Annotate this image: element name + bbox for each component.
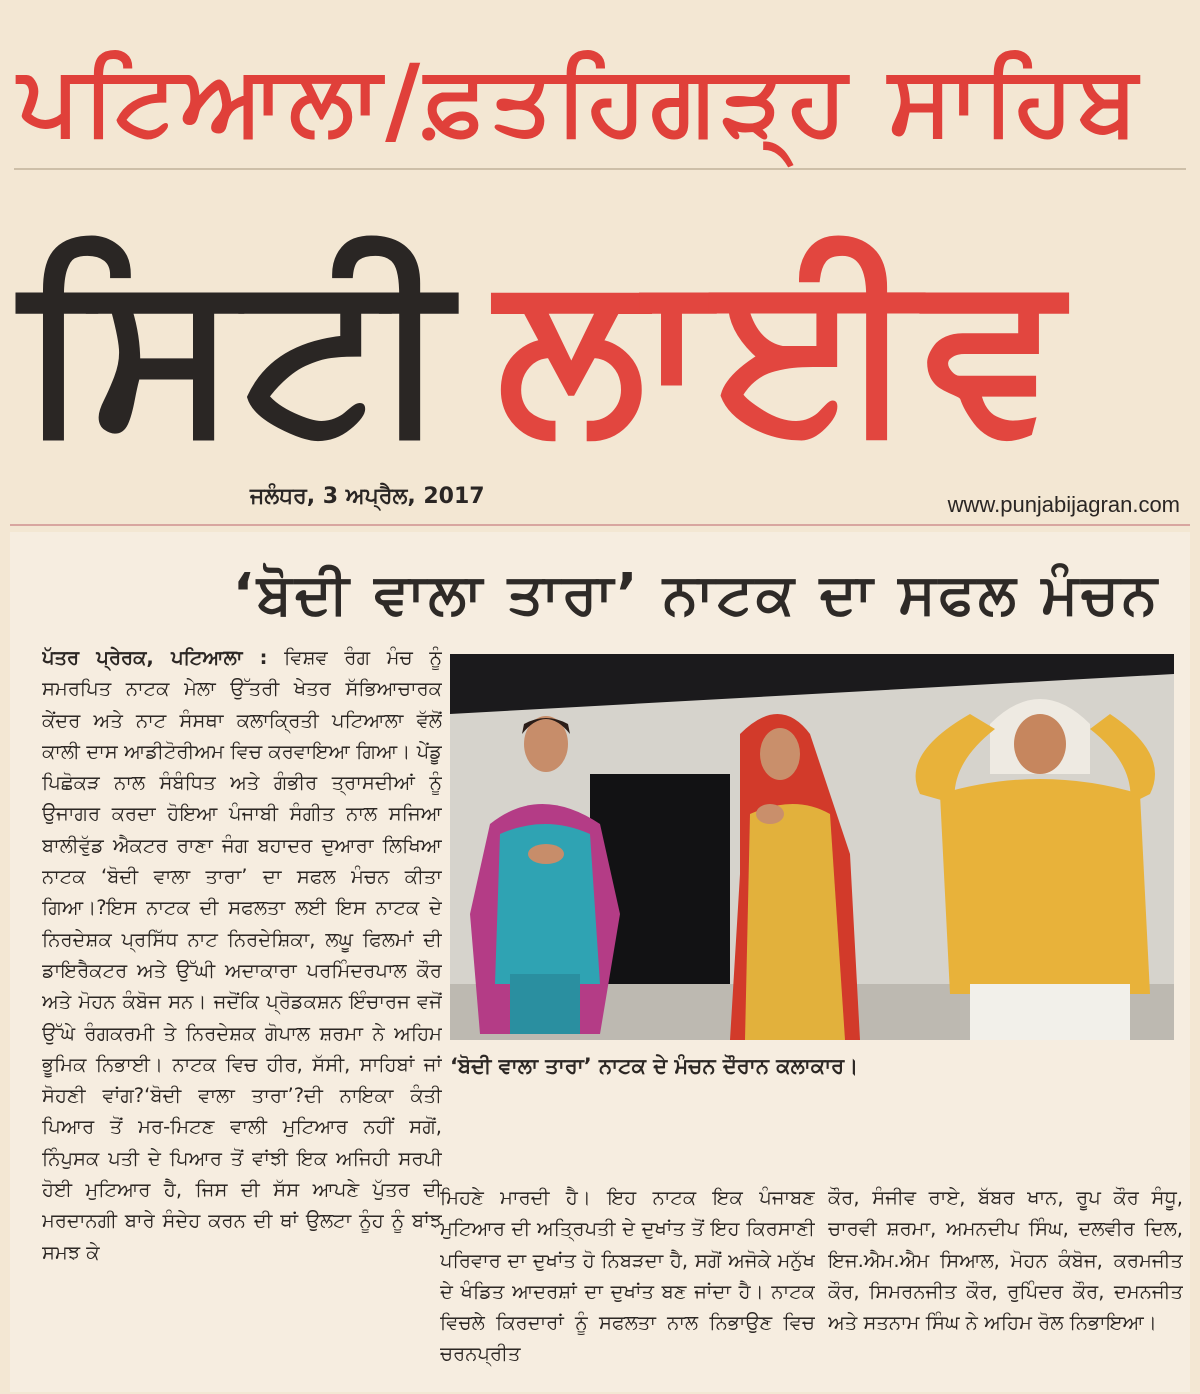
article bbox=[10, 532, 1190, 1392]
column-1-text: ਵਿਸ਼ਵ ਰੰਗ ਮੰਚ ਨੂੰ ਸਮਰਪਿਤ ਨਾਟਕ ਮੇਲਾ ਉੱਤਰੀ ਖੇਤਰ ਸੱਭਿਆਚਾਰਕ ਕੇਂਦਰ ਅਤੇ ਨਾਟ ਸੰਸਥਾ ਕਲਾਕ੍ਰਿਤੀ ਪਟਿਆਲਾ ਵੱਲੋਂ ਕਾਲੀ ਦਾਸ ਆਡੀਟੋਰੀਅਮ ਵਿਚ ਕਰਵਾਇਆ ਗਿਆ। ਪੇਂਡੂ ਪਿਛੋਕੜ ਨਾਲ ਸੰਬੰਧਿਤ ਅਤੇ ਗੰਭੀਰ ਤ੍ਰਾਸਦੀਆਂ ਨੂੰ ਉਜਾਗਰ ਕਰਦਾ ਹੋਇਆ ਪੰਜਾਬੀ ਸੰਗੀਤ ਨਾਲ ਸਜਿਆ ਬਾਲੀਵੁੱਡ ਐਕਟਰ ਰਾਣਾ ਜੰਗ ਬਹਾਦਰ ਦੁਆਰਾ ਲਿਖਿਆ ਨਾਟਕ ‘ਬੋਦੀ ਵਾਲਾ ਤਾਰਾ’ ਦਾ ਸਫਲ ਮੰਚਨ ਕੀਤਾ ਗਿਆ।?ਇਸ ਨਾਟਕ ਦੀ ਸਫਲਤਾ ਲਈ ਇਸ ਨਾਟਕ ਦੇ ਨਿਰਦੇਸ਼ਕ ਪ੍ਰਸਿੱਧ ਨਾਟ ਨਿਰਦੇਸ਼ਿਕਾ, ਲਘੂ ਫਿਲਮਾਂ ਦੀ ਡਾਇਰੈਕਟਰ ਅਤੇ ਉੱਘੀ ਅਦਾਕਾਰਾ ਪਰਮਿੰਦਰਪਾਲ ਕੌਰ ਅਤੇ ਮੋਹਨ ਕੰਬੋਜ ਸਨ। ਜਦੋਂਕਿ ਪ੍ਰੋਡਕਸ਼ਨ ਇੰਚਾਰਜ ਵਜੋਂ ਉੱਘੇ ਰੰਗਕਰਮੀ ਤੇ ਨਿਰਦੇਸ਼ਕ ਗੋਪਾਲ ਸ਼ਰਮਾ ਨੇ ਅਹਿਮ ਭੂਮਿਕ ਨਿਭਾਈ। ਨਾਟਕ ਵਿਚ ਹੀਰ, ਸੱਸੀ, ਸਾਹਿਬਾਂ ਜਾਂ ਸੋਹਣੀ ਵਾਂਗ?‘ਬੋਦੀ ਵਾਲਾ ਤਾਰਾ’?ਦੀ ਨਾਇਕਾ ਕੰਤੀ ਪਿਆਰ ਤੋਂ ਮਰ-ਮਿਟਣ ਵਾਲੀ ਮੁਟਿਆਰ ਨਹੀਂ ਸਗੋਂ, ਨਿੰਪੁਸਕ ਪਤੀ ਦੇ ਪਿਆਰ ਤੋਂ ਵਾਂਝੀ ਇਕ ਅਜਿਹੀ ਸਰਪੀ ਹੋਈ ਮੁਟਿਆਰ ਹੈ, ਜਿਸ ਦੀ ਸੱਸ ਆਪਣੇ ਪੁੱਤਰ ਦੀ ਮਰਦਾਨਗੀ ਬਾਰੇ ਸੰਦੇਹ ਕਰਨ ਦੀ ਥਾਂ ਉਲਟਾ ਨੂੰਹ ਨੂੰ ਬਾਂਝ ਸਮਝ ਕੇ bbox=[42, 646, 442, 1264]
article-headline: ‘ਬੋਦੀ ਵਾਲਾ ਤਾਰਾ’ ਨਾਟਕ ਦਾ ਸਫਲ ਮੰਚਨ bbox=[232, 562, 1160, 627]
city-live-masthead bbox=[20, 222, 1190, 478]
section-title: ਪਟਿਆਲਾ/ਫ਼ਤਹਿਗੜ੍ਹ ਸਾਹਿਬ bbox=[18, 44, 1142, 156]
photo-caption: ‘ਬੋਦੀ ਵਾਲਾ ਤਾਰਾ’ ਨਾਟਕ ਦੇ ਮੰਚਨ ਦੌਰਾਨ ਕਲਾਕਾਰ। bbox=[450, 1054, 859, 1078]
article-column-3: ਕੌਰ, ਸੰਜੀਵ ਰਾਏ, ਬੱਬਰ ਖਾਨ, ਰੂਪ ਕੌਰ ਸੰਧੂ, ਚਾਰਵੀ ਸ਼ਰਮਾ, ਅਮਨਦੀਪ ਸਿੰਘ, ਦਲਵੀਰ ਦਿਲ, ਇਜ.ਐਮ.ਐਮ ਸਿਆਲ, ਮੋਹਨ ਕੰਬੋਜ, ਕਰਮਜੀਤ ਕੌਰ, ਸਿਮਰਨਜੀਤ ਕੌਰ, ਰੁਪਿੰਦਰ ਕੌਰ, ਦਮਨਜੀਤ ਅਤੇ ਸਤਨਾਮ ਸਿੰਘ ਨੇ ਅਹਿਮ ਰੋਲ ਨਿਭਾਇਆ। bbox=[828, 1186, 1183, 1335]
website-url: www.punjabijagran.com bbox=[947, 492, 1180, 517]
article-column-2: ਮਿਹਣੇ ਮਾਰਦੀ ਹੈ। ਇਹ ਨਾਟਕ ਇਕ ਪੰਜਾਬਣ ਮੁਟਿਆਰ ਦੀ ਅਤ੍ਰਿਪਤੀ ਦੇ ਦੁਖਾਂਤ ਤੋਂ ਇਹ ਕਿਰਸਾਣੀ ਪਰਿਵਾਰ ਦਾ ਦੁਖਾਂਤ ਹੋ ਨਿਬੜਦਾ ਹੈ, ਸਗੋਂ ਅਜੋਕੇ ਮਨੁੱਖ ਦੇ ਖੰਡਿਤ ਆਦਰਸ਼ਾਂ ਦਾ ਦੁਖਾਂਤ ਬਣ ਜਾਂਦਾ ਹੈ। ਨਾਟਕ ਵਿਚਲੇ ਕਿਰਦਾਰਾਂ ਨੂੰ ਸਫਲਤਾ ਨਾਲ ਨਿਭਾਉਣ ਵਿਚ ਚਰਨਪ੍ਰੀਤ bbox=[440, 1186, 815, 1366]
article-column-1 bbox=[42, 642, 442, 1382]
byline: ਪੱਤਰ ਪ੍ਰੇਰਕ, ਪਟਿਆਲਾ : bbox=[42, 646, 268, 669]
city-word: ਸਿਟੀ bbox=[20, 222, 457, 478]
dateline: ਜਲੰਧਰ, 3 ਅਪ੍ਰੈਲ, 2017 bbox=[250, 484, 485, 509]
actress-right bbox=[916, 699, 1155, 1040]
live-word: ਲਾਈਵ bbox=[496, 222, 1069, 478]
masthead-divider bbox=[14, 168, 1186, 170]
stage-photo bbox=[450, 654, 1174, 1040]
stage-photo-image bbox=[450, 654, 1174, 1040]
masthead-bottom-rule bbox=[10, 524, 1190, 526]
